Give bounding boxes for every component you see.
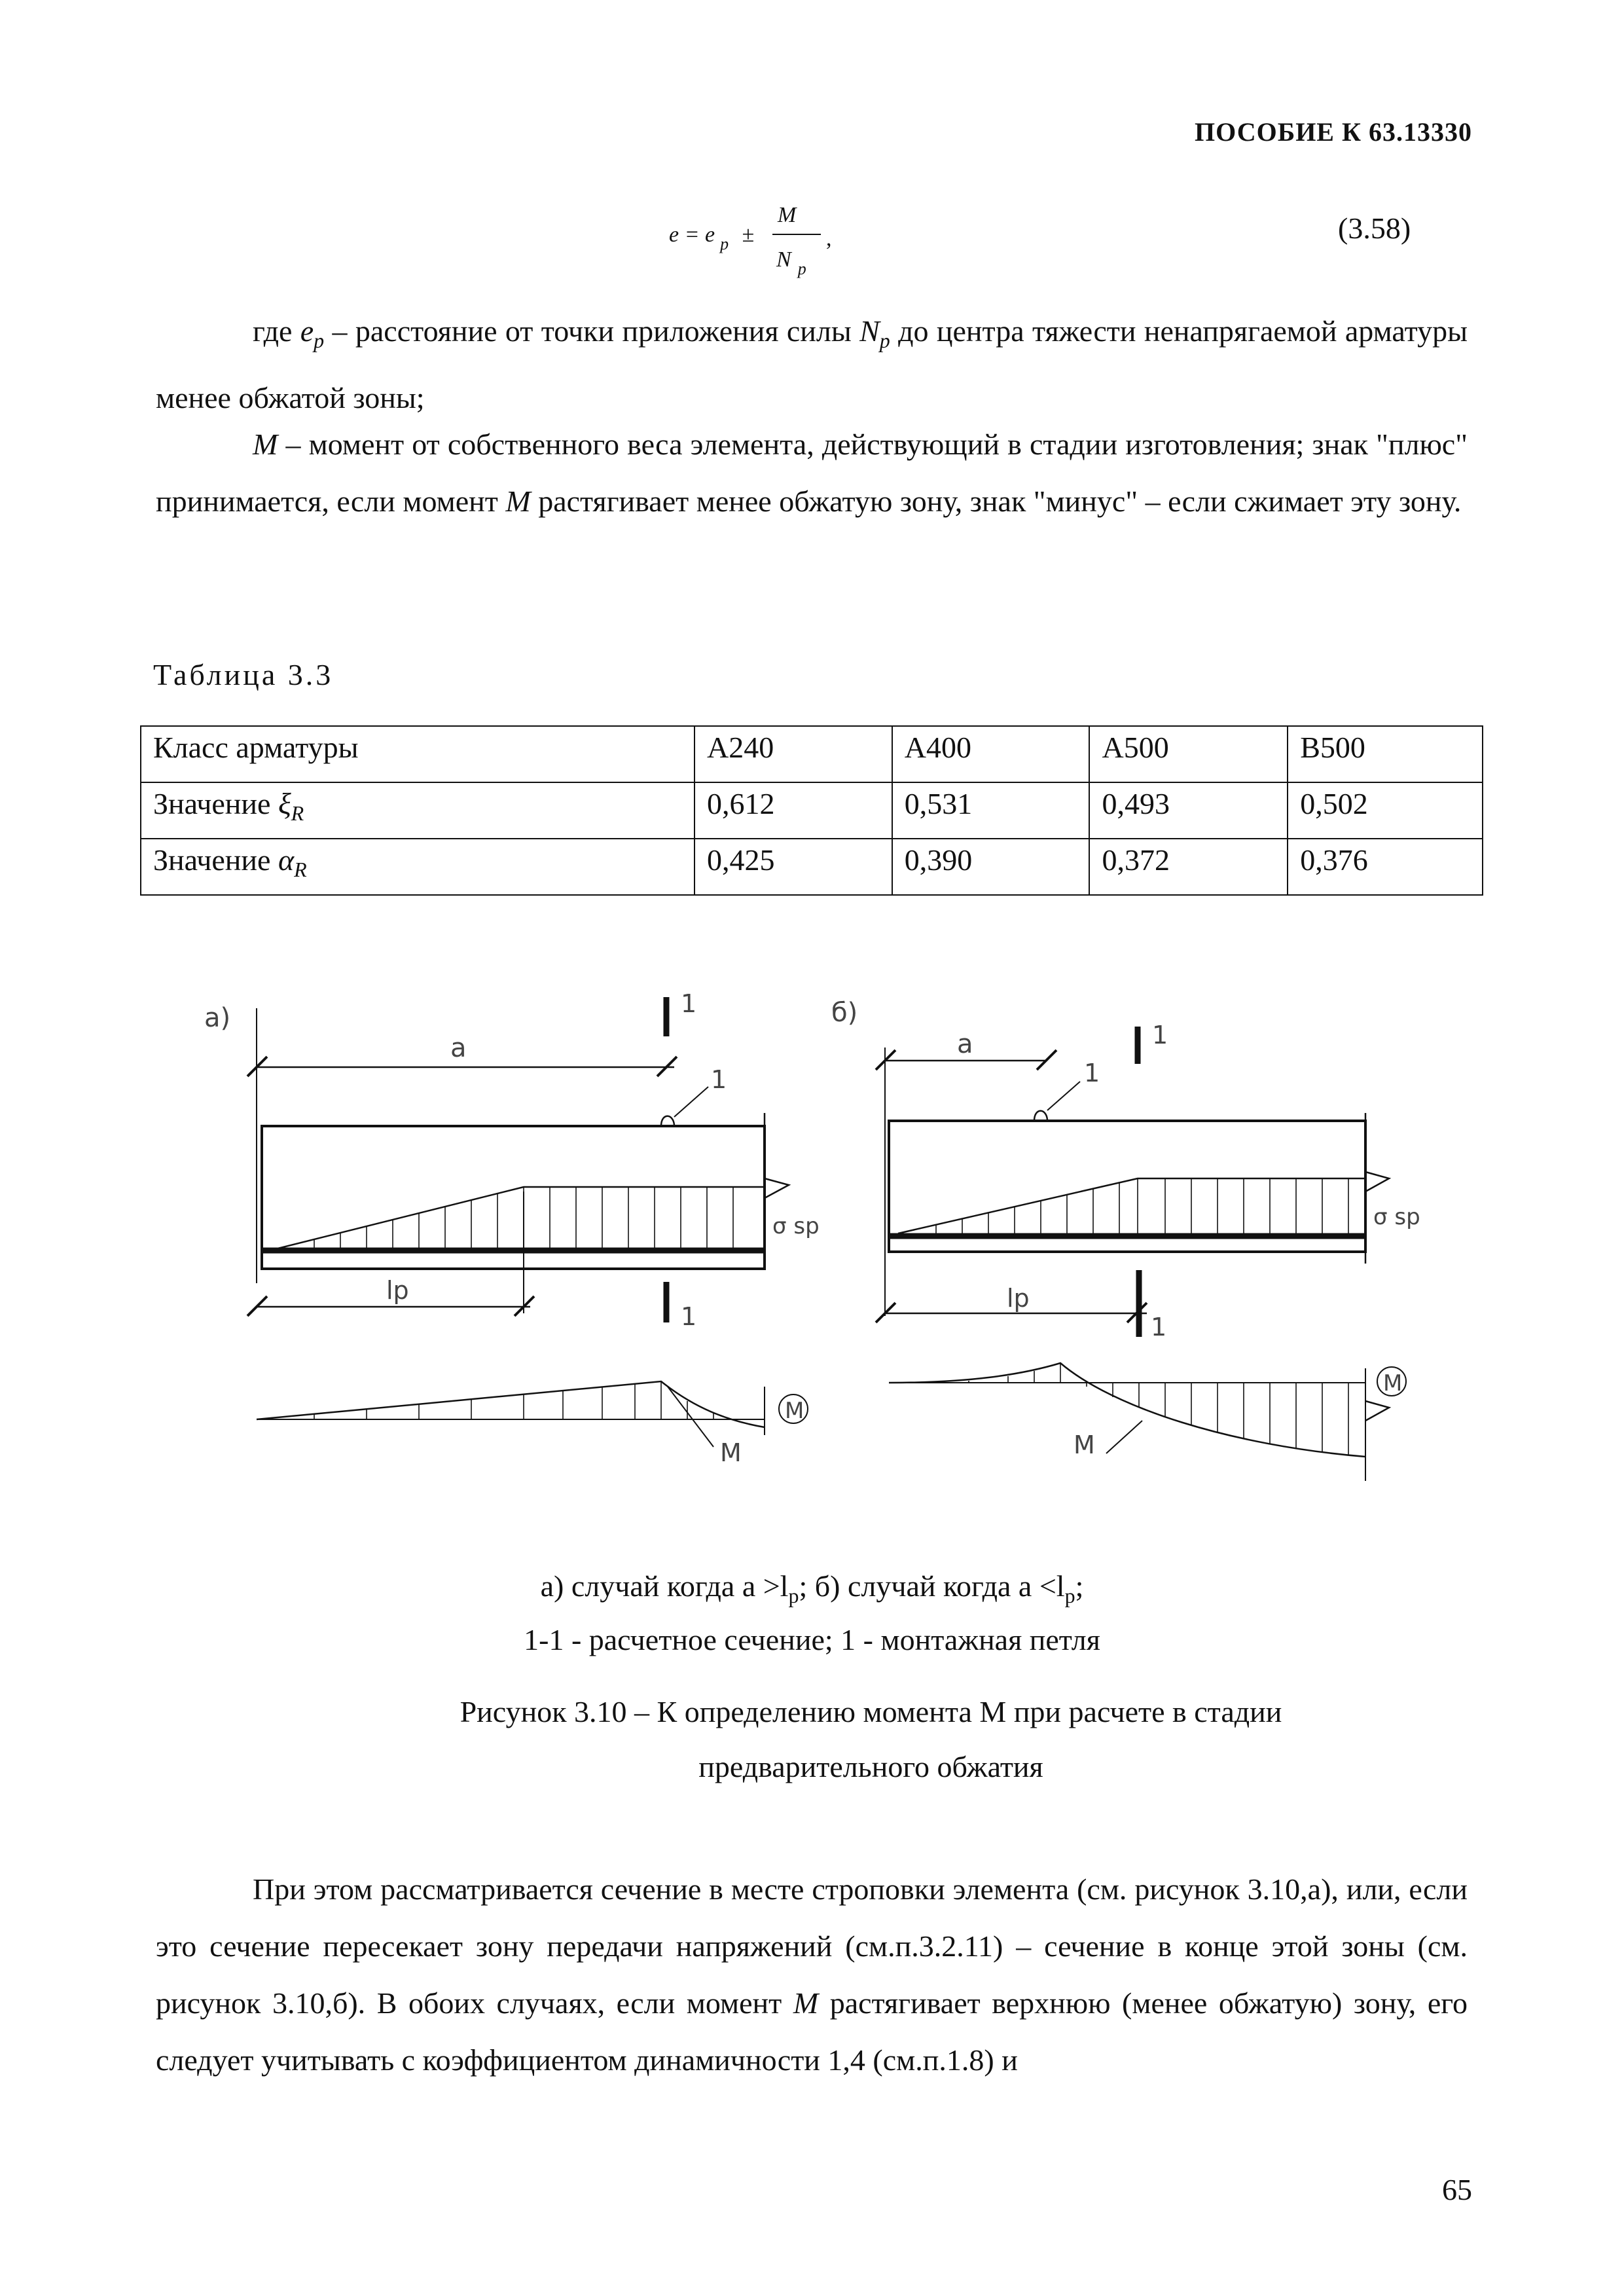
stress-diagram-a: [275, 1187, 765, 1249]
lifting-loop-b: [1034, 1111, 1047, 1121]
figure-label-b: б): [831, 998, 858, 1028]
lp-label-b: lp: [1007, 1284, 1030, 1313]
dim-label-a-b: a: [957, 1029, 973, 1059]
formula-lhs: e = e $_p$ ±: [669, 223, 755, 253]
loop-label-a: 1: [711, 1065, 727, 1094]
section-label-a-top: 1: [681, 989, 697, 1018]
table-cell: 0,612: [695, 782, 892, 839]
beam-a: [262, 1126, 765, 1269]
moment-diagram-a: [257, 1381, 765, 1427]
sigma-label-a: σ sp: [772, 1213, 820, 1239]
table-row-label: Значение $\alpha_R$: [141, 839, 695, 895]
figure-title-line-2: предварительного обжатия: [698, 1750, 1043, 1783]
figure-label-a: а): [204, 1003, 231, 1033]
section-label-a-bottom: 1: [681, 1302, 697, 1331]
moment-circle-label-a: M: [785, 1398, 804, 1424]
sigma-label-b: σ sp: [1373, 1204, 1420, 1230]
table-cell: 0,493: [1089, 782, 1288, 839]
table-header-cell: А240: [695, 726, 892, 782]
table-cell: 0,376: [1288, 839, 1483, 895]
moment-circle-label-b: M: [1383, 1370, 1403, 1396]
section-label-b-top: 1: [1152, 1021, 1168, 1049]
table-header-cell: Класс арматуры: [141, 726, 695, 782]
table-cell: 0,425: [695, 839, 892, 895]
definition-ep: где $e_p$ – расстояние от точки приложения силы $N_p$ до центра тяжести ненапрягаемой арматуры менее обжатой зоны;: [156, 314, 1468, 414]
table-cell: 0,372: [1089, 839, 1288, 895]
lp-label-a: lp: [386, 1276, 409, 1305]
table-cell: 0,531: [892, 782, 1090, 839]
running-header: ПОСОБИЕ К 63.13330: [1195, 117, 1472, 147]
figure-caption-line-1: а) случай когда $а >l_p$; б) случай когда $а <l_p$;: [540, 1569, 1084, 1607]
moment-label-a: M: [720, 1438, 742, 1467]
moment-label-b: M: [1074, 1430, 1095, 1459]
formula-number: (3.58): [1338, 211, 1411, 245]
table-header-cell: А500: [1089, 726, 1288, 782]
formula-denominator: N $_p$: [776, 247, 806, 278]
stress-diagram-b: [898, 1178, 1365, 1233]
figure-caption-line-2: 1-1 - расчетное сечение; 1 - монтажная петля: [524, 1623, 1100, 1656]
dim-label-a: a: [450, 1033, 467, 1063]
section-label-b-bottom: 1: [1151, 1313, 1167, 1341]
table-header-cell: А400: [892, 726, 1090, 782]
beam-b: [889, 1121, 1365, 1252]
figure-title-line-1: Рисунок 3.10 – К определению момента М при расчете в стадии: [460, 1695, 1282, 1728]
lifting-loop-a: [661, 1116, 674, 1126]
loop-label-b: 1: [1084, 1059, 1100, 1087]
formula-plus-minus: ±: [742, 223, 755, 247]
table-row-label: Значение $\xi_R$: [141, 782, 695, 839]
table-cell: 0,390: [892, 839, 1090, 895]
moment-diagram-b: [889, 1363, 1365, 1457]
formula-comma: ,: [826, 227, 832, 251]
page-number: 65: [1442, 2173, 1472, 2206]
formula-numerator: M: [778, 203, 797, 227]
definition-m: M – момент от собственного веса элемента, действующий в стадии изготовления; знак "плюс" принимается, если момент M растягивает менее обжатую зону, знак "минус" – если сжимает эту зону.: [156, 428, 1468, 518]
table-title: Таблица 3.3: [153, 658, 334, 691]
table-cell: 0,502: [1288, 782, 1483, 839]
body-paragraph: При этом рассматривается сечение в месте строповки элемента (см. рисунок 3.10,а), или, если это сечение пересекает зону передачи напряжений (см.п.3.2.11) – сечение в конце этой зоны (см. рисунок 3.10,б). В обоих случаях, если момент M растягивает верхнюю (менее обжатую) зону, его следует учитывать с коэффициентом динамичности 1,4 (см.п.1.8) и: [156, 1872, 1468, 2077]
table-header-cell: В500: [1288, 726, 1483, 782]
